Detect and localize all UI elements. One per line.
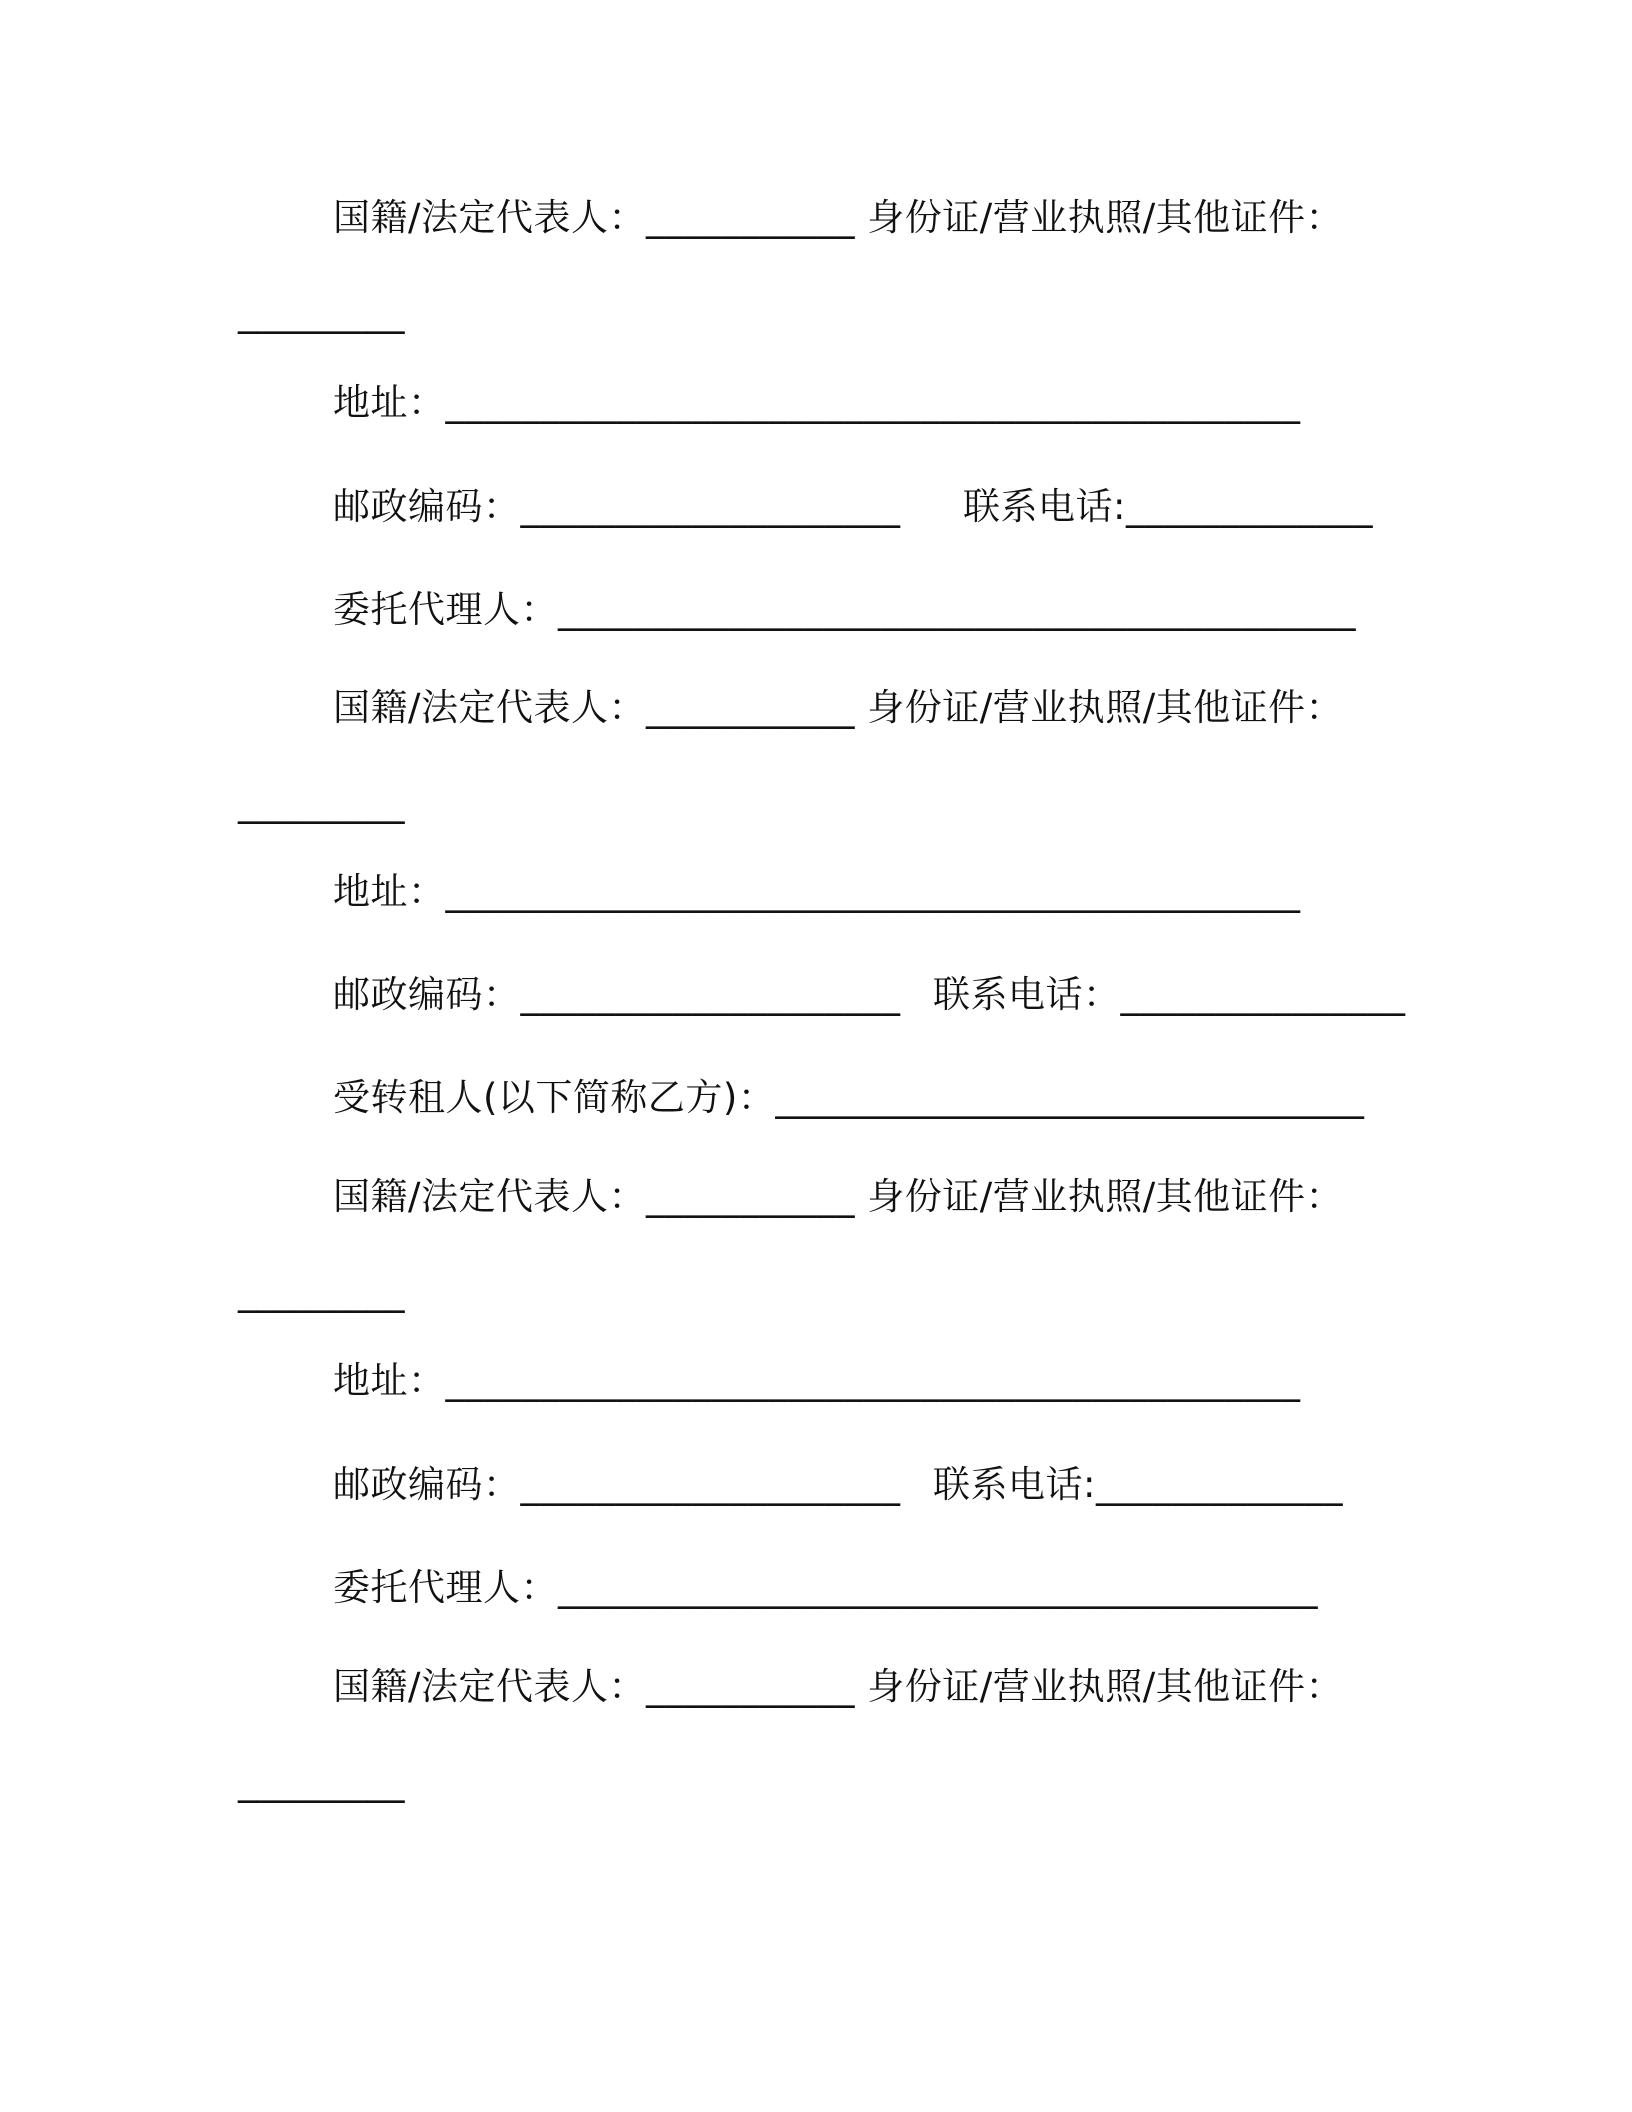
id-cert-blank: _________: [238, 781, 405, 824]
nationality-legal-rep-line: [333, 1172, 1343, 1222]
postal-code-text: 邮政编码：____________________: [333, 973, 901, 1016]
nationality-legal-rep-text: 国籍/法定代表人：___________ 身份证/营业执照/其他证件：: [333, 1175, 1344, 1218]
address-line: [333, 1356, 1301, 1406]
sublessee-line: [333, 1073, 1364, 1123]
agent-line: [333, 585, 1356, 635]
address-text: 地址：_____________________________________________: [333, 381, 1301, 424]
id-cert-blank: _________: [238, 1270, 405, 1313]
address-line: [333, 378, 1301, 428]
nationality-legal-rep-line: [333, 683, 1343, 733]
id-cert-continuation: [238, 1267, 405, 1317]
agent-text: 委托代理人：________________________________________: [333, 1566, 1318, 1609]
id-cert-blank: _________: [238, 1760, 405, 1803]
id-cert-blank: _________: [238, 291, 405, 334]
nationality-legal-rep-line: [333, 1662, 1343, 1712]
agent-line: [333, 1563, 1318, 1613]
nationality-legal-rep-line: [333, 193, 1343, 243]
nationality-legal-rep-text: 国籍/法定代表人：___________ 身份证/营业执照/其他证件：: [333, 1665, 1344, 1708]
postal-phone-line: [333, 482, 1373, 532]
agent-text: 委托代理人：__________________________________________: [333, 588, 1356, 631]
phone-text: 联系电话：_______________: [933, 973, 1406, 1016]
address-line: [333, 867, 1301, 917]
sublessee-text: 受转租人(以下简称乙方)：_______________________________: [333, 1076, 1365, 1119]
postal-code-text: 邮政编码：____________________: [333, 485, 901, 528]
id-cert-continuation: [238, 1757, 405, 1807]
postal-phone-line: [333, 970, 1406, 1020]
address-text: 地址：_____________________________________________: [333, 1359, 1301, 1402]
postal-code-text: 邮政编码：____________________: [333, 1463, 901, 1506]
phone-text: 联系电话:_____________: [963, 485, 1373, 528]
nationality-legal-rep-text: 国籍/法定代表人：___________ 身份证/营业执照/其他证件：: [333, 686, 1344, 729]
phone-text: 联系电话:_____________: [933, 1463, 1343, 1506]
nationality-legal-rep-text: 国籍/法定代表人：___________ 身份证/营业执照/其他证件：: [333, 196, 1344, 239]
id-cert-continuation: [238, 778, 405, 828]
address-text: 地址：_____________________________________________: [333, 870, 1301, 913]
postal-phone-line: [333, 1460, 1343, 1510]
id-cert-continuation: [238, 288, 405, 338]
